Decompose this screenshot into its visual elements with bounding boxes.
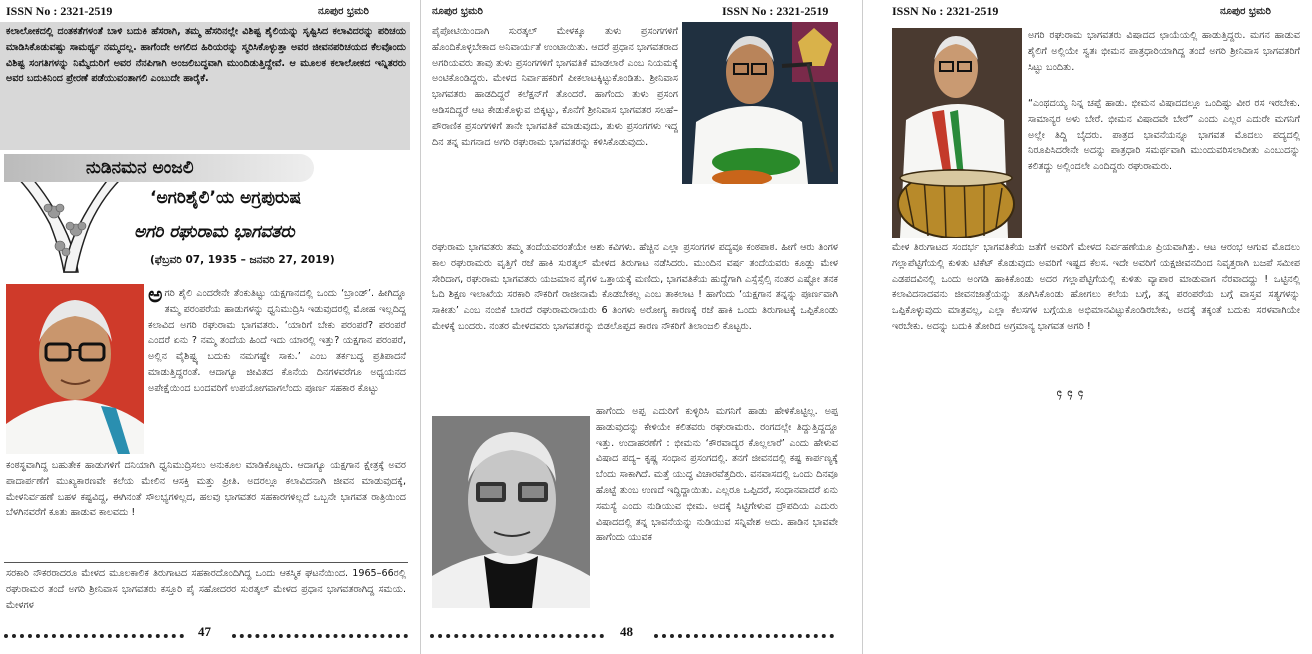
issn-label: ISSN No : 2321-2519 (722, 4, 829, 18)
spread-gutter-2 (862, 0, 863, 654)
article-title: ‘ಅಗರಿಶೈಲಿ’ಯ ಅಗ್ರಪುರುಷ (150, 188, 302, 208)
magazine-name: ನೂಪುರ ಭ್ರಮರಿ (318, 6, 369, 17)
body-text-1: ಗರಿ ಶೈಲಿ ಎಂದರೇನೇ ತೆಂಕುತಿಟ್ಟು ಯಕ್ಷಗಾನದಲ್ಲಿ ಒಂದು ‘ಬ್ರಾಂಡ್’. ಹೀಗಿದ್ದೂ ತಮ್ಮ ಪರಂಪರೆಯ ಹಾಡುಗಳನ್ನು ಧ್ವನಿಮುದ್ರಿಸಿ ಇಡುವುದರಲ್ಲಿ ಮೋಹ ಇಲ್ಲದಿದ್ದ ಕಲಾವಿದ ಅಗರಿ ರಘುರಾಮ ಭಾಗವತರು. ‘ಯಾರಿಗೆ ಬೇಕು ಪರಂಪರೆ? ಪರಂಪರೆ ಎಂದರೆ ಏನು ? ನಮ್ಮ ತಂದೆಯ ಹಿಂದೆ ಇದು ಯಾರಲ್ಲಿ ಇತ್ತು? ಯಕ್ಷಗಾನ ಪರಂಪರೆ, ಅಲ್ಲಿನ ವೈಶಿಷ್ಟ್ಯ ಬದುಕು ನಮಗಷ್ಟೇ ಸಾಕು.’ ಎಂಬ ತರ್ಕಬದ್ಧ ಪ್ರತಿಪಾದನೆ ಮಾಡುತ್ತಿದ್ದರಂತೆ. ಆದಾಗ್ಯೂ ಜೀವಿತದ ಕೊನೆಯ ದಿನಗಳವರೆಗೂ ಅಧ್ಯಯನದ ಅಪೇಕ್ಷೆಯಿಂದ ಬಂದವರಿಗೆ ಉಪಯೋಗವಾಗಲೆಂದು ಪೂರ್ಣ ಸಹಕಾರ ಕೊಟ್ಟು (148, 288, 406, 394)
life-dates: (ಫೆಬ್ರವರಿ 07, 1935 – ಜನವರಿ 27, 2019) (150, 254, 335, 266)
intro-paragraph: ಕಲಾಲೋಕದಲ್ಲಿ ದಂತಕತೆಗಳಂತೆ ಬಾಳಿ ಬದುಕಿ ಹೆಸರಾಗಿ, ತಮ್ಮ ಹೆಸರಿನಲ್ಲೇ ವಿಶಿಷ್ಟ ಶೈಲಿಯನ್ನು ಸೃಷ್ಟಿಸಿದ ಕಲಾವಿದರನ್ನು ಪರಿಚಯ ಮಾಡಿಸಿಕೊಡುವಷ್ಟು ಸಾಮರ್ಥ್ಯ ನಮ್ಮದಲ್ಲ. ಹಾಗೆಂದೇ ಅಗಲಿದ ಹಿರಿಯರನ್ನು ಸ್ಮರಿಸಿಕೊಳ್ಳುತ್ತಾ ಅವರ ಜೀವನಪರಿಚಯದ ಕೆಲವೊಂದು ವಿಶಿಷ್ಟ ಸಂಗತಿಗಳನ್ನು ನಿಮ್ಮೆದುರಿಗೆ ಅವರ ನೆನಪಿಗಾಗಿ ಅಂಜಲಿಬದ್ಧವಾಗಿ ಮುಂದಿಡುತ್ತಿದ್ದೇವೆ. ಆ ಮೂಲಕ ಕಲಾಲೋಕದ ಇನ್ನಿತರರು ಅವರ ಬದುಕಿನಿಂದ ಪ್ರೇರಣೆ ಪಡೆಯುವಂತಾಗಲಿ ಎಂಬುದೇ ಹಾರೈಕೆ. (6, 26, 406, 85)
footer-dots-right (232, 630, 408, 638)
magazine-header (1220, 4, 1271, 20)
section-divider (4, 562, 408, 563)
body-text-middle: ರಘುರಾಮ ಭಾಗವತರು ತಮ್ಮ ತಂದೆಯವರಂತೆಯೇ ಆಶು ಕವಿಗಳು. ಹೆಚ್ಚಿನ ಎಲ್ಲಾ ಪ್ರಸಂಗಗಳ ಪದ್ಯವೂ ಕಂಠಪಾಠ. ಹೀಗೆ ಆರು ತಿಂಗಳ ಕಾಲ ರಘುರಾಮರು ವೃತ್ತಿಗೆ ರಜೆ ಹಾಕಿ ಸುರತ್ಕಲ್ ಮೇಳದ ತಿರುಗಾಟ ನಡೆಸಿದರು. ಮುಂದಿನ ವರ್ಷ ತಂದೆಯವರು ಕೂಡ್ಲು ಮೇಳ ಸೇರಿದಾಗ, ರಘುರಾಮ ಭಾಗವತರು ಯಜಮಾನ ಪೈಗಳ ಒತ್ತಾಯಕ್ಕೆ ಮಣಿದು, ಭಾಗವತಿಕೆಯ ಹುದ್ದೆಗಾಗಿ ಎಸ್ಸೆಸ್ಸೆಲ್ಸಿ ನಂತರ ಎಷ್ಟೋ ತನಕ ಓದಿ ಶಿಕ್ಷಣ ಇಲಾಖೆಯ ಸರಕಾರಿ ನೌಕರಿಗೆ ರಾಜೀನಾಮೆ ಕೊಡಬೇಕಲ್ಲ ಎಂಬ ತಾಕಲಾಟ ! ಹಾಗೆಂದು ‘ಯಕ್ಷಗಾನ ತನ್ನನ್ನು ಪೂರ್ಣವಾಗಿ ಸಾಕೀತು’ ಎಂಬ ನಂಬಿಕೆ ಬಾರದೆ ರಘುರಾಮರಾಯರು 6 ತಿಂಗಳು ಅರೋಗ್ಯ ಕಾರಣಕ್ಕೆ ರಜೆ ಹಾಕಿ ಒಂದು ತಿರುಗಾಟಕ್ಕೆ ಒಪ್ಪಿಕೊಂಡು ಮೇಳಕ್ಕೆ ಬಂದರು. ನಂತರ ಮೇಳದವರು ಭಾಗವತರನ್ನು ಬಿಡಲೊಪ್ಪದ ಕಾರಣ ನೌಕರಿಗೆ ತಿಲಾಂಜಲಿ ಕೊಟ್ಟರು. (432, 242, 838, 332)
magazine-name: ನೂಪುರ ಭ್ರಮರಿ (1220, 6, 1271, 17)
footer-dots-left (4, 630, 184, 638)
body-text-top: ಅಗರಿ ರಘುರಾಮ ಭಾಗವತರು ವಿಷಾದದ ಛಾಯೆಯಲ್ಲಿ ಹಾಡುತ್ತಿದ್ದರು. ಮಗನ ಹಾಡುವ ಶೈಲಿಗೆ ಅಲ್ಲಿಯೇ ಸ್ವತಃ ಭೀಮನ ಪಾತ್ರಧಾರಿಯಾಗಿದ್ದ ತಂದೆ ಅಗರಿ ಶ್ರೀನಿವಾಸ ಭಾಗವತರಿಗೆ ಸಿಟ್ಟು ಬಂದಿತು. (1028, 30, 1300, 73)
article-subtitle: ಅಗರಿ ರಘುರಾಮ ಭಾಗವತರು (134, 222, 295, 242)
portrait-photo-2 (682, 22, 838, 184)
portrait-photo-3 (432, 416, 590, 608)
page-number-48: 48 (620, 624, 633, 639)
issn-header (6, 4, 112, 20)
quote-paragraph: “ಎಂಥದಯ್ಯ ನಿನ್ನ ಚಪ್ಪೆ ಹಾಡು. ಭೀಮನ ವಿಷಾದದಲ್ಲೂ ಒಂದಿಷ್ಟು ವೀರ ರಸ ಇರಬೇಕು. ಸಾಮಾನ್ಯರ ಅಳು ಬೇರೆ. ಭೀಮನ ವಿಷಾದವೇ ಬೇರೆ” ಎಂದು ಎಲ್ಲರ ಎದುರೇ ಮಗನಿಗೆ ಅಲ್ಲೇ ತಿದ್ದಿ ಬೈದರು. ಪಾತ್ರದ ಭಾವನೆಯನ್ನೂ ಭಾಗವತ ಮೊದಲು ಪದ್ಯದಲ್ಲಿ ನಿರೂಪಿಸಿದರೇನೇ ಅದನ್ನು ಪಾತ್ರಧಾರಿ ಸಮರ್ಥವಾಗಿ ಮುಂದುವರಿಸಲಾದೀತು ಎಂಬುದನ್ನು ಕಲಿತದ್ದು ಅಲ್ಲಿಂದಲೇ ಎಂದಿದ್ದರು ರಘುರಾಮರು. (1028, 98, 1300, 173)
end-mark: ᪄᪄᪄ (1056, 388, 1088, 399)
drop-cap: ಅ (148, 286, 163, 308)
tribute-banner: ನುಡಿನಮನ ಅಂಜಲಿ (4, 154, 314, 182)
page-49 (880, 0, 1312, 654)
magazine-header (432, 4, 483, 20)
issn-header (722, 4, 828, 20)
page-number-47: 47 (198, 624, 211, 639)
page-47 (0, 0, 412, 654)
footer-dots-left (430, 630, 604, 638)
magazine-name: ನೂಪುರ ಭ್ರಮರಿ (432, 6, 483, 17)
body-text-bottom: ಹಾಗೆಂದು ಅಪ್ಪ ಎದುರಿಗೆ ಕುಳ್ಳಿರಿಸಿ ಮಗನಿಗೆ ಹಾಡು ಹೇಳಿಕೊಟ್ಟಿಲ್ಲ. ಅಪ್ಪ ಹಾಡುವುದನ್ನು ಕೇಳಿಯೇ ಕಲಿತವರು ರಘುರಾಮರು. ರಂಗದಲ್ಲೇ ತಿದ್ದುತ್ತಿದ್ದದ್ದೂ ಇತ್ತು. ಉದಾಹರಣೆಗೆ : ಭೀಮನು ‘ಕೌರವಾದ್ಯರ ಕೊಲ್ಲಲಾರೆ’ ಎಂದು ಹೇಳುವ ವಿಷಾದ ಪದ್ಯ– ಕೃಷ್ಣ ಸಂಧಾನ ಪ್ರಸಂಗದಲ್ಲಿ. ತನಗೆ ಜೀವನದಲ್ಲಿ ಕಷ್ಟ ಕಾರ್ಪಣ್ಯಕ್ಕೆ ಬೆಂದು ಸಾಕಾಗಿದೆ. ಮತ್ತೆ ಯುದ್ಧ ವಿಚಾರವೆತ್ತದಿರು. ವನವಾಸದಲ್ಲಿ ಒಂದು ದಿನವೂ ಹೊಟ್ಟೆ ತುಂಬ ಉಣದೆ ಇದ್ದಿದ್ದಾಯಿತು. ಎಲ್ಲರೂ ಒಪ್ಪಿದರೆ, ಸಂಧಾನವಾದರೆ ಏನು ಸಮಸ್ಯೆ ಎಂದು ನುಡಿಯುವ ಭೀಮ. ಅದಕ್ಕೆ ಸಿಟ್ಟಿಗೇಳುವ ದ್ರೌಪದಿಯ ಎದುರು ವಿಷಾದದಲ್ಲಿ ತನ್ನ ಭಾವನೆಯನ್ನು ನುಡಿಯುವ ಸನ್ನಿವೇಶ ಅದು. ಹಾಡಿನ ಭಾವವೇ ಹಾಗೆಂದು ಯುವಕ (596, 406, 838, 544)
body-text-top: ಪೈಪೋಟಿಯಿಂದಾಗಿ ಸುರತ್ಕಲ್ ಮೇಳಕ್ಕೂ ತುಳು ಪ್ರಸಂಗಗಳಿಗೆ ಹೊಂದಿಕೊಳ್ಳಬೇಕಾದ ಅನಿವಾರ್ಯತೆ ಉಂಟಾಯಿತು. ಆದರೆ ಪ್ರಧಾನ ಭಾಗವತರಾದ ಅಗರಿಯವರು ತಾವು ತುಳು ಪ್ರಸಂಗಗಳಿಗೆ ಭಾಗವತಿಕೆ ಮಾಡಲಾರೆ ಎಂಬ ನಿಯಮಕ್ಕೆ ಅಂಟಿಕೊಂಡಿದ್ದರು. ಮೇಳದ ನಿರ್ವಾಹಕರಿಗೆ ಪೀಕಲಾಟಕ್ಕಿಟ್ಟುಕೊಂಡಿತು. ಶ್ರೀನಿವಾಸ ಭಾಗವತರು ಹಾಡದಿದ್ದರೆ ಕಲೆಕ್ಷನ್‌ಗೆ ತೊಂದರೆ. ಹಾಗೆಂದು ತುಳು ಪ್ರಸಂಗ ಆಡಿಸದಿದ್ದರೆ ಆಟ ಕೇಡುಕೊಳ್ಳುವ ಬಿಕ್ಕಟ್ಟು, ಕೊನೆಗೆ ಶ್ರೀನಿವಾಸ ಭಾಗವತರ ಸಲಹೆ– ಪೌರಾಣಿಕ ಪ್ರಸಂಗಗಳಿಗೆ ತಾನೇ ಭಾಗವತಿಕೆ ಮಾಡುವುದು, ತುಳು ಪ್ರಸಂಗಗಳು ಇದ್ದ ದಿನ ತನ್ನ ಮಗನಾದ ಅಗರಿ ರಘುರಾಮ ಭಾಗವತರನ್ನು ಕಳಿಸಿಕೊಡುವುದು. (432, 26, 678, 148)
spread-gutter (420, 0, 421, 654)
issn-label: ISSN No : 2321-2519 (6, 4, 113, 18)
issn-label: ISSN No : 2321-2519 (892, 4, 999, 18)
page-48 (428, 0, 842, 654)
portrait-photo-1 (6, 284, 144, 454)
body-text-full: ಮೇಳ ತಿರುಗಾಟದ ಸಂದರ್ಭ ಭಾಗವತಿಕೆಯ ಜತೆಗೆ ಅವರಿಗೆ ಮೇಳದ ನಿರ್ವಹಣೆಯೂ ಪ್ರಿಯವಾಗಿತ್ತು. ಆಟ ಆರಂಭ ಆಗುವ ಮೊದಲು ಗಲ್ಲಾಪೆಟ್ಟಿಗೆಯಲ್ಲಿ ಕುಳಿತು ಟಿಕೆಟ್ ಕೊಡುವುದು ಅವರಿಗೆ ಇಷ್ಟದ ಕೆಲಸ. ಇದೇ ಅವರಿಗೆ ಯಕ್ಷಜೀವನದಿಂದ ನಿವೃತ್ತರಾಗಿ ಬಜಪೆ ಸಮೀಪ ಎಡಪದವಿನಲ್ಲಿ ಒಂದು ಅಂಗಡಿ ಹಾಕಿಕೊಂಡು ಅದರ ಗಲ್ಲಾಪೆಟ್ಟಿಗೆಯಲ್ಲಿ ಕುಳಿತು ವ್ಯಾಪಾರ ಮಾಡುವಾಗ ನೆರವಾದದ್ದು ! ಒಟ್ಟಿನಲ್ಲಿ ಕಲಾವಿದನಾದವನು ಜೀವನಜಾತ್ರೆಯನ್ನು ತೂಗಿಸಿಕೊಂಡು ಹೋಗಲು ಕಲೆಯ ಬಗ್ಗೆ, ತನ್ನ ಪರಂಪರೆಯ ಬಗ್ಗೆ ವಾಸ್ತವ ಸತ್ಯಗಳನ್ನು ಒಪ್ಪಿಕೊಳ್ಳುವುದು ಮಾತ್ರವಲ್ಲ, ಎಲ್ಲಾ ಕೆಲಸಗಳ ಬಗ್ಗೆಯೂ ಅಭಿಮಾನವಿಟ್ಟುಕೊಂಡಿರಬೇಕು, ಅದಕ್ಕೆ ತಕ್ಕಂತೆ ಬದುಕು ಸರಳವಾಗಿಯೇ ಇರಬೇಕು. ಅದನ್ನು ಬದುಕಿ ತೋರಿದ ಅಗ್ರಮಾನ್ಯ ಭಾಗವತ ಅಗರಿ ! (892, 242, 1300, 332)
footer-dots-right (654, 630, 834, 638)
portrait-photo-4 (892, 28, 1022, 238)
body-column-right-of-photo (148, 286, 406, 458)
magazine-header (318, 4, 369, 20)
issn-header (892, 4, 998, 20)
body-text-2: ಕಂಠಸ್ಥವಾಗಿದ್ದ ಬಹುತೇಕ ಹಾಡುಗಳಿಗೆ ದನಿಯಾಗಿ ಧ್ವನಿಮುದ್ರಿಸಲು ಅನುಕೂಲ ಮಾಡಿಕೊಟ್ಟರು. ಆದಾಗ್ಯೂ ಯಕ್ಷಗಾನ ಕ್ಷೇತ್ರಕ್ಕೆ ಅವರ ಪಾದಾರ್ಪಣೆಗೆ ಮುಖ್ಯಕಾರಣವೇ ಕಲೆಯ ಮೇಲಿನ ಆಸಕ್ತಿ ಮತ್ತು ಪ್ರೀತಿ. ಅದರಲ್ಲೂ ಕಲಾವಿದನಾಗಿ ಜೀವನ ಮಾಡುವುದಕ್ಕೆ, ಮೇಳನಿರ್ವಹಣೆ ಬಹಳ ಕಷ್ಟವಿದ್ದ, ಈಗಿನಂತೆ ಸೌಲಭ್ಯಗಳಿಲ್ಲದ, ಹಲವು ಭಾಗವತರ ಸಹಕಾರಗಳಿಲ್ಲದೆ ಒಬ್ಬನೇ ಭಾಗವತ ರಾತ್ರಿಯಿಂದ ಬೆಳಗಿನವರೆಗೆ ಕೂತು ಹಾಡುವ ಕಾಲವದು ! (6, 460, 406, 519)
body-text-3: ಸರಕಾರಿ ನೌಕರರಾದರೂ ಮೇಳದ ಮೂಲಕಾಲಿಕ ತಿರುಗಾಟದ ಸಹಕಾರದೊಂದಿಗಿದ್ದ ಒಂದು ಆಕಸ್ಮಿಕ ಘಟನೆಯಿಂದ. 1965–66ರಲ್ಲಿ ರಘುರಾಮರ ತಂದೆ ಅಗರಿ ಶ್ರೀನಿವಾಸ ಭಾಗವತರು ಕಸ್ತೂರಿ ಪೈ ಸಹೋದರರ ಸುರತ್ಕಲ್ ಮೇಳದ ಪ್ರಧಾನ ಭಾಗವತರಾಗಿದ್ದ ಸಮಯ. ಮೇಳಗಳ (6, 568, 406, 611)
